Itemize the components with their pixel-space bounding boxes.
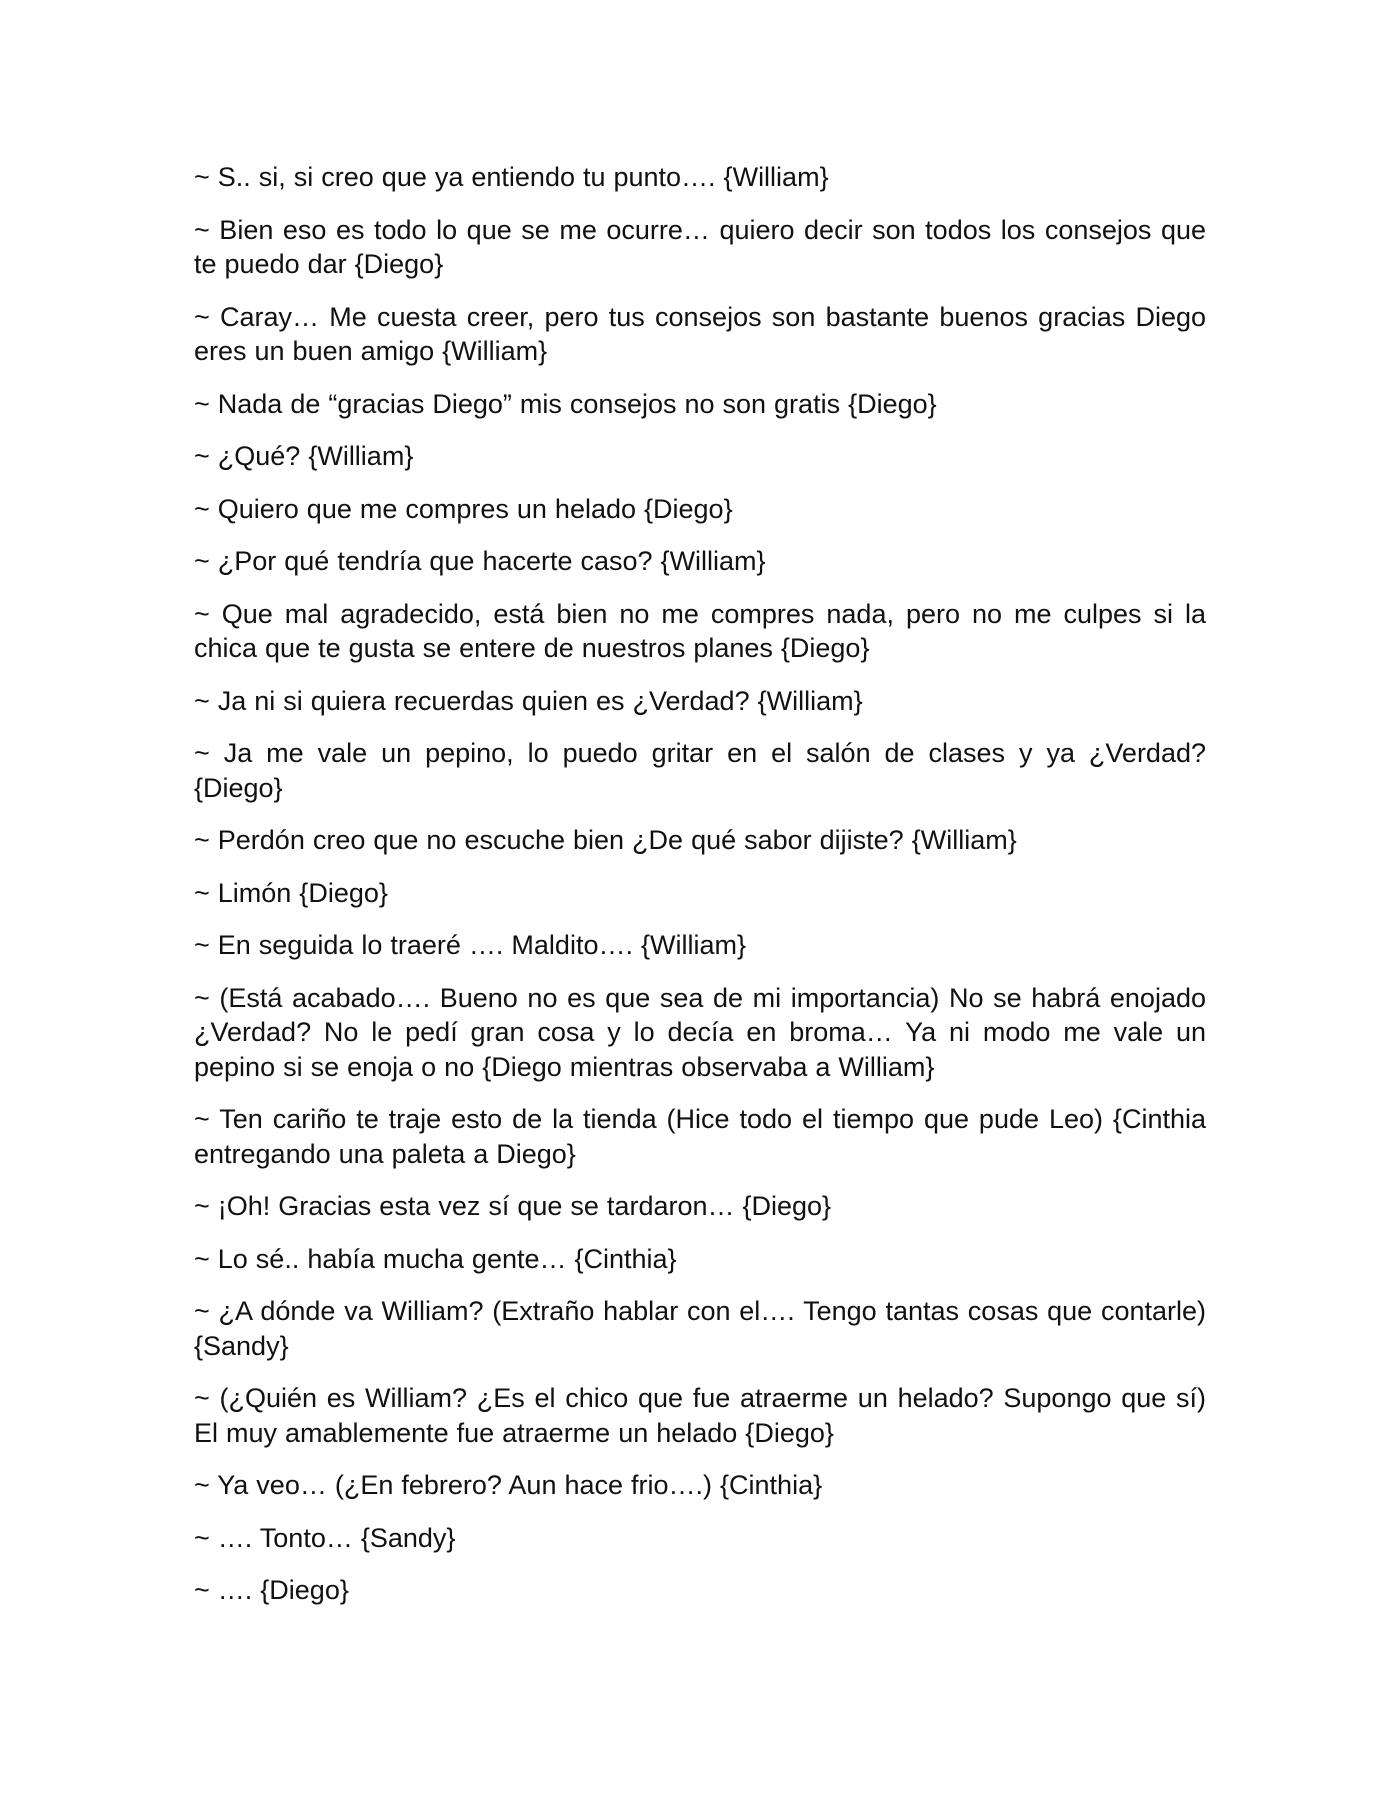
dialogue-line: ~ Bien eso es todo lo que se me ocurre… quiero decir son todos los consejos que te puedo dar {Diego} xyxy=(194,214,1206,279)
dialogue-line: ~ Ya veo… (¿En febrero? Aun hace frio….) {Cinthia} xyxy=(194,1470,823,1500)
dialogue-line: ~ ¿Por qué tendría que hacerte caso? {William} xyxy=(194,546,766,576)
dialogue-line: ~ ¿Qué? {William} xyxy=(194,441,414,471)
dialogue-line: ~ (Está acabado…. Bueno no es que sea de mi importancia) No se habrá enojado ¿Verdad? No le pedí gran cosa y lo decía en broma… Ya ni modo me vale un pepino si se enoja o no {Diego mientras observaba a William} xyxy=(194,982,1206,1082)
dialogue-line: ~ …. Tonto… {Sandy} xyxy=(194,1522,456,1553)
dialogue-line: ~ Limón {Diego} xyxy=(194,877,388,908)
dialogue-line: ~ Que mal agradecido, está bien no me compres nada, pero no me culpes si la chica que te gusta se entere de nuestros planes {Diego} xyxy=(194,598,1206,663)
dialogue-line: ~ (¿Quién es William? ¿Es el chico que fue atraerme un helado? Supongo que sí) El muy amablemente fue atraerme un helado {Diego} xyxy=(194,1383,1206,1448)
dialogue-line: ~ ¡Oh! Gracias esta vez sí que se tardaron… {Diego} xyxy=(194,1191,832,1221)
dialogue-line: ~ En seguida lo traeré …. Maldito…. {William} xyxy=(194,930,746,960)
dialogue-line: ~ Ja me vale un pepino, lo puedo gritar en el salón de clases y ya ¿Verdad? {Diego} xyxy=(194,738,1206,803)
dialogue-line: ~ Nada de “gracias Diego” mis consejos no son gratis {Diego} xyxy=(194,388,937,419)
dialogue-line: ~ ¿A dónde va William? (Extraño hablar con el…. Tengo tantas cosas que contarle) {Sandy} xyxy=(194,1296,1206,1361)
dialogue-line: ~ Lo sé.. había mucha gente… {Cinthia} xyxy=(194,1243,677,1274)
dialogue-line: ~ S.. si, si creo que ya entiendo tu punto…. {William} xyxy=(194,162,829,192)
dialogue-line: ~ Ja ni si quiera recuerdas quien es ¿Verdad? {William} xyxy=(194,685,863,716)
dialogue-line: ~ …. {Diego} xyxy=(194,1575,349,1605)
dialogue-line: ~ Caray… Me cuesta creer, pero tus consejos son bastante buenos gracias Diego eres un buen amigo {William} xyxy=(194,301,1206,366)
dialogue-line: ~ Quiero que me compres un helado {Diego} xyxy=(194,493,733,524)
document-body xyxy=(194,160,1206,1608)
dialogue-line: ~ Perdón creo que no escuche bien ¿De qué sabor dijiste? {William} xyxy=(194,825,1017,855)
dialogue-line: ~ Ten cariño te traje esto de la tienda (Hice todo el tiempo que pude Leo) {Cinthia entregando una paleta a Diego} xyxy=(194,1104,1206,1169)
